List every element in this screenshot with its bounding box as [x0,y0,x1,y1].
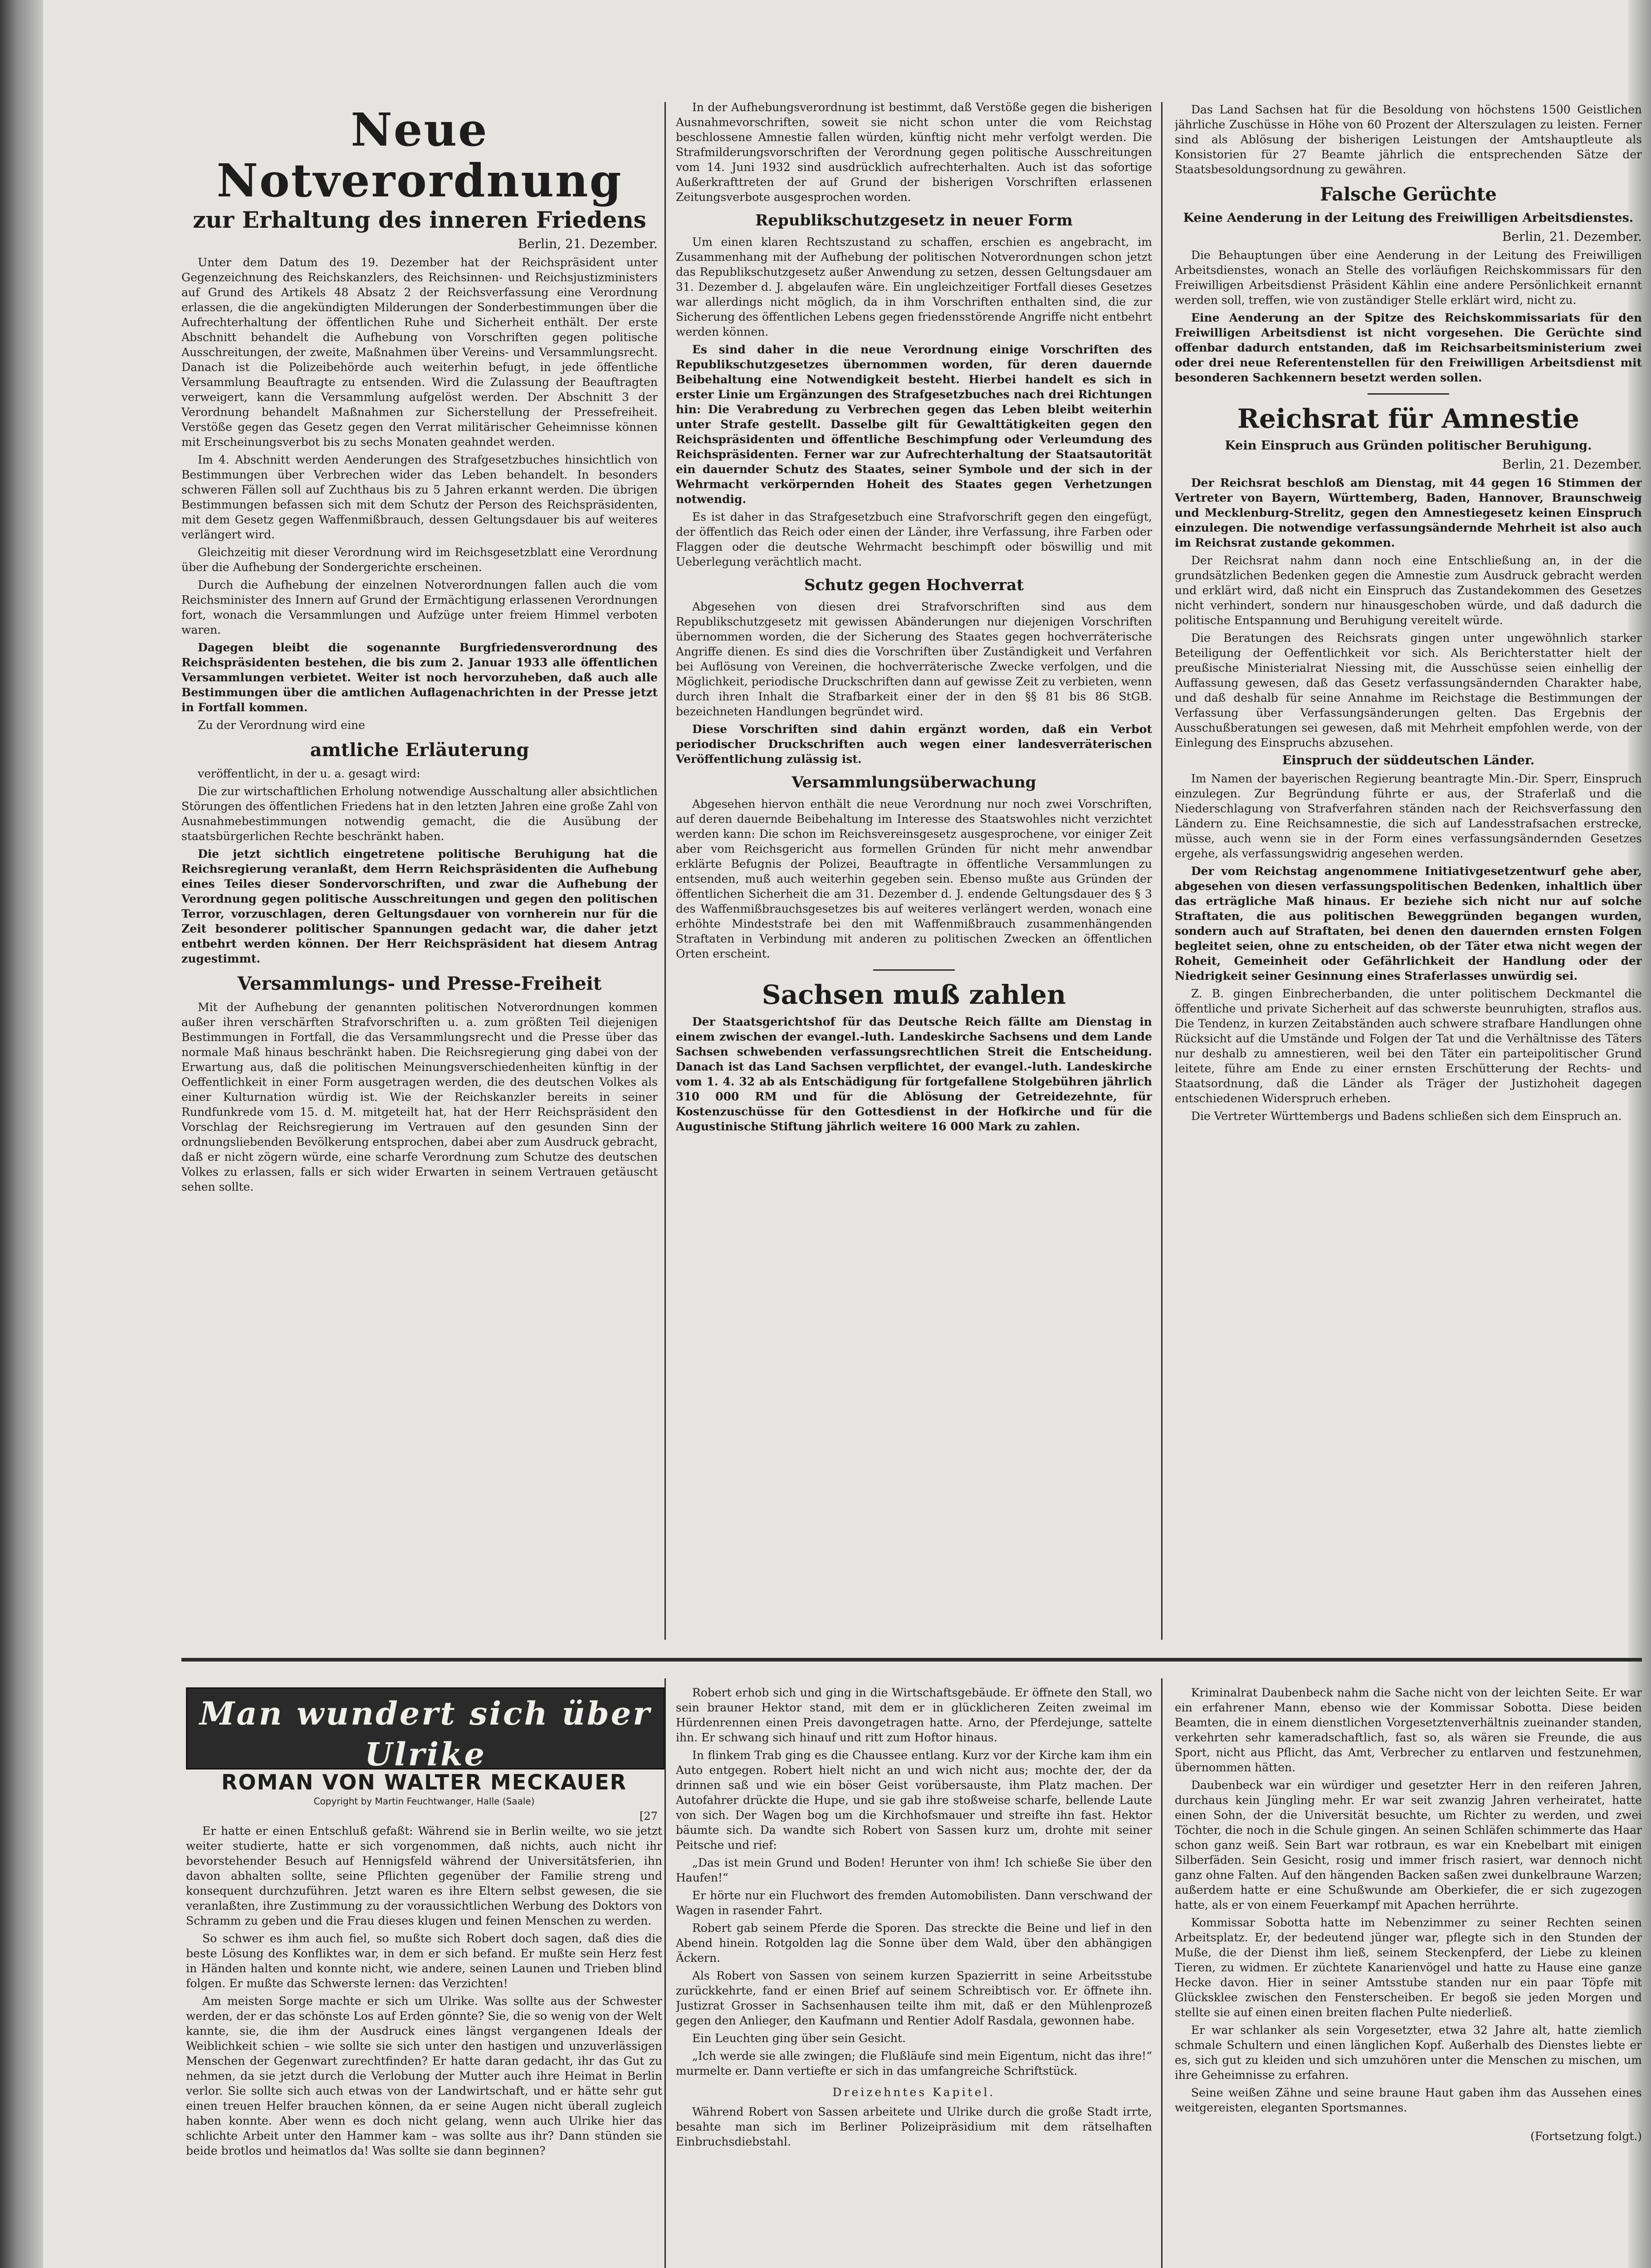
paragraph: In flinkem Trab ging es die Chaussee entlang. Kurz vor der Kirche kam ihm ein Auto entgegen. Robert hielt nicht an und wich nicht aus; mochte der, der da drinnen saß und wie ein böser Geist vorübersauste, ihm Platz machen. Der Autofahrer drückte die Hupe, und sie gab ihre stoßweise scharfe, bellende Laute von sich. Der Wagen bog um die Kirchhofsmauer und streifte ihn fast. Hektor bäumte sich. Da wandte sich Robert von Sassen kurz um, drohte mit seiner Peitsche und rief: [676,1749,1152,1852]
column-divider [1161,102,1163,1640]
paragraph: Zu der Verordnung wird eine [198,719,365,732]
paragraph: Robert gab seinem Pferde die Sporen. Das streckte die Beine und lief in den Abend hinein. Rotgolden lag die Sonne über dem Wald, über den abhängigen Äckern. [676,1921,1152,1965]
serial-column-2 [676,1685,1152,2268]
dateline: Berlin, 21. Dezember. [1502,457,1642,472]
paragraph: Die Beratungen des Reichsrats gingen unter ungewöhnlich starker Beteiligung der Oeffentlichkeit vor sich. Als Berichterstatter hielt der preußische Ministerialrat Niessing mit, die Ausschüsse seien einhellig der Auffassung gewesen, daß das Gesetz verfassungsändernden Charakter habe, und daß deshalb für seine Annahme im Reichstage die Bestimmungen der Verfassung über Verfassungsänderungen gelten. Das Ergebnis der Ausschußberatungen sei gewesen, daß mit Mehrheit empfohlen werde, von der Einlegung des Einspruchs abzusehen. [1175,631,1642,749]
paragraph: Als Robert von Sassen von seinem kurzen Spazierritt in seine Arbeitsstube zurückkehrte, fand er einen Brief auf seinem Schreibtisch vor. Er öffnete ihn. Justizrat Grosser in Sachsenhausen teilte ihm mit, daß er den Mühlenprozeß gegen den Anlieger, den Kaufmann und Rentier Adolf Rasdala, gewonnen habe. [676,1969,1152,2027]
paragraph: Er hörte nur ein Fluchwort des fremden Automobilisten. Dann verschwand der Wagen in rasender Fahrt. [676,1889,1152,1917]
paragraph: Es ist daher in das Strafgesetzbuch eine Strafvorschrift gegen den eingefügt, der öffentlich das Reich oder einen der Länder, ihre Verfassung, ihre Farben oder Flaggen oder die deutsche Wehrmacht beschimpft oder böswillig und mit Ueberlegung verächtlich macht. [676,510,1152,568]
main-article-column-3 [1175,102,1642,1658]
section-heading: Versammlungsüberwachung [791,773,1036,792]
paragraph: Die Vertreter Württembergs und Badens schließen sich dem Einspruch an. [1191,1110,1622,1123]
paragraph: Der vom Reichstag angenommene Initiativgesetzentwurf gehe aber, abgesehen von diesen verfassungspolitischen Bedenken, inhaltlich über das erträgliche Maß hinaus. Er beziehe sich nicht nur auf solche Straftaten, die aus politischen Beweggründen begangen wurden, sondern auch auf Straftaten, bei denen den dauernden ernsten Folgen begleitet seien, ohne zu entscheiden, ob der Täter etwa nicht wegen der Roheit, Gemeinheit oder Gefährlichkeit der Handlung oder der Niedrigkeit seiner Gesinnung eines Straferlasses unwürdig sei. [1175,865,1642,982]
serial-installment-number: [27 [640,1810,658,1823]
section-heading: amtliche Erläuterung [310,739,529,761]
paragraph: Die jetzt sichtlich eingetretene politische Beruhigung hat die Reichsregierung veranlaßt, dem Herrn Reichspräsidenten die Aufhebung eines Teiles dieser Sondervorschriften, und zwar die Aufhebung der Verordnung gegen politische Ausschreitungen und gegen den politischen Terror, vorzuschlagen, deren Geltungsdauer von vornherein nur für die Zeit besonderer politischer Spannungen gedacht war, die daher jetzt entbehrt werden können. Der Herr Reichspräsident hat diesem Antrag zugestimmt. [181,847,658,965]
paragraph: „Ich werde sie alle zwingen; die Flußläufe sind mein Eigentum, nicht das ihre!“ murmelte er. Dann vertiefte er sich in das umfangreiche Schriftstück. [676,2049,1152,2077]
paragraph: Abgesehen von diesen drei Strafvorschriften sind aus dem Republikschutzgesetz mit gewissen Abänderungen nur diejenigen Vorschriften übernommen worden, die der Sicherung des Staates gegen hochverräterische Angriffe dienen. Es sind dies die Vorschriften über Zuständigkeit und Verfahren bei Auflösung von Vereinen, die hochverräterische Zwecke verfolgen, und die Möglichkeit, periodische Druckschriften dann auf gewisse Zeit zu verbieten, wenn durch ihren Inhalt die Strafbarkeit einer der in den §§ 81 bis 86 StGB. bezeichneten Handlungen begründet wird. [676,600,1152,718]
main-article-column-1 [181,104,658,1637]
paragraph: Er war schlanker als sein Vorgesetzter, etwa 32 Jahre alt, hatte ziemlich schmale Schultern und einen länglichen Kopf. Außerhalb des Dienstes liebte er es, sich gut zu kleiden und sich umzuhören unter die Menschen zu mischen, um ihre Geheimnisse zu erfahren. [1175,2024,1642,2082]
paragraph: Es sind daher in die neue Verordnung einige Vorschriften des Republikschutzgesetzes übernommen worden, für deren dauernde Beibehaltung eine Notwendigkeit besteht. Hierbei handelt es sich in erster Linie um Ergänzungen des Strafgesetzbuches nach drei Richtungen hin: Die Verabredung zu Verbrechen gegen das Leben bleibt weiterhin unter Strafe gestellt. Dasselbe gilt für Gewalttätigkeiten gegen den Reichspräsidenten und öffentliche Beschimpfung oder Verleumdung des Reichspräsidenten. Ferner war zur Aufrechterhaltung der Staatsautorität ein dauernder Schutz des Staates, seiner Symbole und der sich in der Wehrmacht verkörpernden Hoheit des Staates gegen Verhetzungen notwendig. [676,343,1152,506]
short-divider [1368,393,1449,395]
paragraph: Das Land Sachsen hat für die Besoldung von höchstens 1500 Geistlichen jährliche Zuschüsse in Höhe von 60 Prozent der Alterszulagen zu leisten. Ferner sind als Ablösung der bisherigen Leistungen der Amtshauptleute als Konsistorien für 27 Beamte jährlich die entsprechenden Sätze der Staatsbesoldungsordnung zu gewähren. [1175,103,1642,176]
section-heading: Reichsrat für Amnestie [1237,403,1580,434]
paragraph: In der Aufhebungsverordnung ist bestimmt, daß Verstöße gegen die bisherigen Ausnahmevorschriften, soweit sie nicht schon unter die vom Reichstag beschlossene Amnestie fallen würden, künftig nicht mehr verfolgt werden. Die Strafmilderungsvorschriften der Verordnung gegen politische Ausschreitungen vom 14. Juni 1932 sind ausdrücklich aufrechterhalten. Auch ist das sofortige Außerkrafttreten der auf Grund der bisherigen Vorschriften erlassenen Zeitungsverbote ausgesprochen worden. [676,101,1152,204]
serial-author-line: ROMAN VON WALTER MECKAUER [221,1770,627,1794]
paragraph: Unter dem Datum des 19. Dezember hat der Reichspräsident unter Gegenzeichnung des Reichskanzlers, des Reichsinnen- und Reichsjustizministers auf Grund des Artikels 48 Absatz 2 der Reichsverfassung eine Verordnung erlassen, die die angekündigten Milderungen der Sonderbestimmungen über die Aufrechterhaltung der öffentlichen Ruhe und Sicherheit enthält. Der erste Abschnitt behandelt die Aufhebung von Vorschriften gegen politische Ausschreitungen, der zweite, Maßnahmen über Vereins- und Versammlungsrecht. Danach ist die Polizeibehörde auch weiterhin befugt, in jede öffentliche Versammlung Beauftragte zu entsenden. Wird die Zulassung der Beauftragten verweigert, kann die Versammlung aufgelöst werden. Der Abschnitt 3 der Verordnung behandelt Maßnahmen zur Sicherstellung der Pressefreiheit. Verstöße gegen das Gesetz gegen den Verrat militärischer Geheimnisse können mit Erscheinungsverbot bis zu sechs Monaten geahndet werden. [181,256,658,449]
paragraph: veröffentlicht, in der u. a. gesagt wird: [198,767,420,780]
paragraph: Die Behauptungen über eine Aenderung in der Leitung des Freiwilligen Arbeitsdienstes, wonach an Stelle des vorläufigen Reichskommissars für den Freiwilligen Arbeitsdienst Präsident Kählin eine andere Persönlichkeit ernannt werden soll, treffen, wie von zuständiger Stelle erklärt wird, nicht zu. [1175,249,1642,307]
paragraph: Seine weißen Zähne und seine braune Haut gaben ihm das Aussehen eines weitgereisten, eleganten Sportsmannes. [1175,2086,1642,2114]
serial-column-3 [1175,1685,1642,2268]
paragraph: Um einen klaren Rechtszustand zu schaffen, erschien es angebracht, im Zusammenhang mit der Aufhebung der politischen Notverordnungen schon jetzt das Republikschutzgesetz außer Anwendung zu setzen, dessen Geltungsdauer am 31. Dezember d. J. abgelaufen wäre. Ein ungleichzeitiger Fortfall dieses Gesetzes war allerdings nicht möglich, da in ihm Vorschriften enthalten sind, die zur Sicherung des öffentlichen Lebens gegen friedensstörende Angriffe nicht entbehrt werden können. [676,235,1152,338]
column-divider [664,1678,666,2268]
paragraph: Die zur wirtschaftlichen Erholung notwendige Ausschaltung aller absichtlichen Störungen des öffentlichen Friedens hat in den letzten Jahren eine große Zahl von Ausnahmebestimmungen notwendig gemacht, die die Ausübung der staatsbürgerlichen Rechte beschränkt haben. [181,785,658,843]
paragraph: Der Staatsgerichtshof für das Deutsche Reich fällte am Dienstag in einem zwischen der evangel.-luth. Landeskirche Sachsens und dem Lande Sachsen schwebenden verfassungsrechtlichen Streit die Entscheidung. Danach ist das Land Sachsen verpflichtet, der evangel.-luth. Landeskirche vom 1. 4. 32 ab als Entschädigung für fortgefallene Stolgebühren jährlich 310 000 RM und für die Ablösung der Getreidezehnte, für Kostenzuschüsse für den Gottesdienst in der Hofkirche und für die Augustinische Stiftung jährlich weitere 16 000 Mark zu zahlen. [676,1015,1152,1133]
section-heading: Schutz gegen Hochverrat [804,576,1024,594]
paragraph: Der Reichsrat beschloß am Dienstag, mit 44 gegen 16 Stimmen der Vertreter von Bayern, Württemberg, Baden, Hannover, Braunschweig und Mecklenburg-Strelitz, gegen den Amnestiegesetz keinen Einspruch einzulegen. Die notwendige verfassungsändernde Mehrheit ist also auch im Reichsrat zustande gekommen. [1175,476,1642,549]
paragraph: Z. B. gingen Einbrecherbanden, die unter politischem Deckmantel die öffentliche und private Sicherheit auf das schwerste beunruhigten, straflos aus. Die Tendenz, in kurzen Zeitabständen auch schwere strafbare Handlungen ohne Rücksicht auf die Umstände und Folgen der Tat und die Verhältnisse des Täters nur deshalb zu amnestieren, weil bei den Täter ein parteipolitischer Grund leitete, führe am Ende zu einer ernsten Erschütterung der Rechts- und Staatsordnung, daß die Länder als Träger der Justizhoheit dagegen entschiedenen Widerspruch erheben. [1175,987,1642,1105]
serial-column-1 [186,1823,662,2268]
paragraph: Er hatte er einen Entschluß gefaßt: Während sie in Berlin weilte, wo sie jetzt weiter studierte, hatte er sich vorgenommen, daß nichts, auch nicht ihr bevorstehender Besuch auf Hennigsfeld während der Universitätsferien, ihn davon abhalten sollte, seine Pflichten gegenüber der Familie streng und konsequent durchzuführen. Jetzt waren es ihre Eltern selbst gewesen, die sie veranlaßten, ihre Zustimmung zu der voraussichtlichen Werbung des Doktors von Schramm zu geben und die Frau dieses klugen und feinen Menschen zu werden. [186,1824,662,1927]
page-binding-edge [0,0,43,2268]
section-subheading: Kein Einspruch aus Gründen politischer Beruhigung. [1225,439,1592,453]
column-divider [664,102,666,1640]
column-divider [1161,1678,1163,2268]
main-headline: Neue Notverordnung [216,104,623,207]
section-heading: Republikschutzgesetz in neuer Form [755,211,1073,230]
paragraph: Abgesehen hiervon enthält die neue Verordnung nur noch zwei Vorschriften, auf deren dauernde Beibehaltung im Interesse des Staatswohles nicht verzichtet werden kann: Die schon im Reichsvereinsgesetz ausgesprochene, vor einiger Zeit aber vom Reichsgericht aus formellen Gründen für nicht mehr anwendbar erklärte Befugnis der Polizei, Beauftragte in öffentliche Versammlungen zu entsenden, muß auch weiterhin gegeben sein. Ebenso mußte aus Gründen der öffentlichen Sicherheit die am 31. Dezember d. J. endende Geltungsdauer des § 3 des Waffenmißbrauchsgesetzes bis auf weiteres verlängert werden, wonach eine erhöhte Mindeststrafe bei den mit Waffenmißbrauch zusammenhängenden Straftaten in Verbindung mit anderen zu politischen Zwecken an öffentlichen Orten erscheint. [676,797,1152,960]
main-article-column-2 [676,100,1152,1651]
paragraph: So schwer es ihm auch fiel, so mußte sich Robert doch sagen, daß dies die beste Lösung des Konfliktes war, in dem er sich befand. Er mußte sein Herz fest in Händen halten und konnte nicht, wie andere, seinen Launen und Trieben blind folgen. Er mußte das Schwerste lernen: das Verzichten! [186,1932,662,1990]
continuation-note: (Fortsetzung folgt.) [1530,2130,1642,2143]
section-subheading: Keine Aenderung in der Leitung des Freiwilligen Arbeitsdienstes. [1183,211,1634,225]
paragraph: Kriminalrat Daubenbeck nahm die Sache nicht von der leichten Seite. Er war ein erfahrener Mann, ebenso wie der Kommissar Sobotta. Diese beiden Beamten, die in einem dienstlichen Vorgesetztenverhältnis zueinander standen, verkehrten sehr kameradschaftlich, fast so, als wären sie Freunde, die aus Sport, nicht aus Pflicht, das Amt, Verbrecher zu entlarven und festzunehmen, übernommen hätten. [1175,1686,1642,1774]
short-divider [873,969,955,971]
main-dateline: Berlin, 21. Dezember. [518,236,658,251]
section-subheading: Einspruch der süddeutschen Länder. [1282,753,1535,767]
paragraph: Daubenbeck war ein würdiger und gesetzter Herr in den reiferen Jahren, durchaus kein Jüngling mehr. Er war seit zwanzig Jahren verheiratet, hatte einen Sohn, der die Universität besuchte, um Richter zu werden, und zwei Töchter, die noch in die Schule gingen. An seinen Schläfen schimmerte das Haar schon ganz weiß. Sein Bart war rotbraun, es war ein Knebelbart mit einigen Silberfäden. Sein Gesicht, rosig und immer frisch rasiert, war dennoch nicht ganz ohne Falten. Auf den hängenden Backen saßen zwei dunkelbraune Warzen; außerdem hatte er eine Schußwunde am Oberkiefer, die er sich zugezogen hatte, als er von einem Feuerkampf mit Apachen herrührte. [1175,1779,1642,1911]
chapter-heading: Dreizehntes Kapitel. [832,2086,996,2099]
paragraph: Mit der Aufhebung der genannten politischen Notverordnungen kommen außer ihren verschärften Strafvorschriften u. a. zum größten Teil diejenigen Bestimmungen in Fortfall, die das Versammlungsrecht und die Presse über das normale Maß hinaus beschränkt haben. Die Reichsregierung ging dabei von der Erwartung aus, daß die politischen Meinungsverschiedenheiten künftig in der Oeffentlichkeit in einer Form ausgetragen werden, die des deutschen Volkes als einer Kulturnation würdig ist. Wie der Reichskanzler bereits in seiner Rundfunkrede vom 15. d. M. mitgeteilt hat, hat der Herr Reichspräsident den Vorschlag der Reichsregierung im Vertrauen auf den gesunden Sinn der ordnungsliebenden Bevölkerung entsprochen, dabei aber zum Ausdruck gebracht, daß er nicht zögern würde, eine scharfe Verordnung zum Schutze des deutschen Volkes zu erlassen, falls er sich wider Erwarten in seinem Vertrauen getäuscht sehen sollte. [181,1001,658,1193]
paragraph: Während Robert von Sassen arbeitete und Ulrike durch die große Stadt irrte, besahte man sich im Berliner Polizeipräsidium mit dem rätselhaften Einbruchsdiebstahl. [676,2105,1152,2148]
paragraph: Im 4. Abschnitt werden Aenderungen des Strafgesetzbuches hinsichtlich von Bestimmungen über Verbrechen wider das Leben behandelt. In besonders schweren Fällen soll auf Zuchthaus bis zu 5 Jahren erkannt werden. Die übrigen Bestimmungen befassen sich mit dem Schutz der Person des Reichspräsidenten, mit dem Gesetz gegen Waffenmißbrauch, dessen Geltungsdauer bis auf weiteres verlängert wird. [181,453,658,541]
paragraph: „Das ist mein Grund und Boden! Herunter von ihm! Ich schieße Sie über den Haufen!“ [676,1856,1152,1884]
section-heading: Sachsen muß zahlen [762,979,1066,1010]
paragraph: Eine Aenderung an der Spitze des Reichskommissariats für den Freiwilligen Arbeitsdienst ist nicht vorgesehen. Die Gerüchte sind offenbar dadurch entstanden, daß im Reichsarbeitsministerium zwei oder drei neue Referentenstellen für den Freiwilligen Arbeitsdienst mit besonderen Sachkennern besetzt werden sollen. [1175,311,1642,384]
serial-copyright: Copyright by Martin Feuchtwanger, Halle (Saale) [313,1796,535,1807]
dateline: Berlin, 21. Dezember. [1502,229,1642,244]
serial-logo-title: Man wundert sich über Ulrike [199,1695,652,1773]
paragraph: Robert erhob sich und ging in die Wirtschaftsgebäude. Er öffnete den Stall, wo sein brauner Hektor stand, mit dem er in glücklicheren Zeiten zweimal im Hürdenrennen einen Preis davongetragen hatte. Arno, der Pferdejunge, sattelte ihn. Er schwang sich hinauf und ritt zum Hoftor hinaus. [676,1686,1152,1744]
paragraph: Kommissar Sobotta hatte im Nebenzimmer zu seiner Rechten seinen Arbeitsplatz. Er, der bedeutend jünger war, pflegte sich in den Stunden der Muße, die der Dienst ihm ließ, seinem Steckenpferd, der Liebe zu kleinen Tieren, zu widmen. Er züchtete Kanarienvögel und hatte zu Hause eine ganze Hecke davon. Hier in seiner Amtsstube standen nur ein paar Töpfe mit Glücksklee zwischen den Fensterscheiben. Er begoß sie jeden Morgen und stellte sie auf einen einen breiten flachen Pulte niederließ. [1175,1916,1642,2019]
section-heading: Falsche Gerüchte [1320,184,1497,205]
main-subheadline: zur Erhaltung des inneren Friedens [193,206,646,233]
paragraph: Diese Vorschriften sind dahin ergänzt worden, daß ein Verbot periodischer Druckschriften auch wegen einer landesverräterischen Veröffentlichung zulässig ist. [676,723,1152,766]
serial-novel-logo [186,1687,665,1773]
paragraph: Am meisten Sorge machte er sich um Ulrike. Was sollte aus der Schwester werden, der er das schönste Los auf Erden gönnte? Sie, die so wenig von der Welt kannte, sie, die ihm der Ausdruck eines längst vergangenen Ideals der Weiblichkeit schien – wie sollte sie sich unter den hastigen und unzuverlässigen Menschen der Gegenwart zurechtfinden? Er hatte daran gedacht, ihr das Gut zu nehmen, da sie jetzt durch die Verlobung der Mutter auch ihre Heimat in Berlin verlor. Sie sollte sich auch etwas von der Landwirtschaft, und er hätte sehr gut einen treuen Helfer brauchen können, da er seine Augen nicht überall zugleich haben konnte. Aber wenn es doch nicht gelang, wenn auch Ulrike hier das schlichte Arbeit unter den Hammer kam – was sollte aus ihr? Dann stünden sie beide brotlos und heimatlos da! Was sollte sie dann beginnen? [186,1994,662,2157]
paragraph: Im Namen der bayerischen Regierung beantragte Min.-Dir. Sperr, Einspruch einzulegen. Zur Begründung führte er aus, der Straferlaß und die Niederschlagung von Strafverfahren ständen nach der Reichsverfassung den Ländern zu. Eine Reichsamnestie, die sich auf Landesstrafsachen erstrecke, müsse, auch wenn sie in der Form eines verfassungsändernden Gesetzes ergehe, als verfassungswidrig angesehen werden. [1175,772,1642,860]
paragraph: Dagegen bleibt die sogenannte Burgfriedensverordnung des Reichspräsidenten bestehen, die bis zum 2. Januar 1933 alle öffentlichen Versammlungen verbietet. Weiter ist noch hervorzuheben, daß auch alle Bestimmungen über die amtlichen Auflagenachrichten in der Presse jetzt in Fortfall kommen. [181,641,658,714]
section-divider [181,1658,1642,1662]
paragraph: Ein Leuchten ging über sein Gesicht. [692,2032,906,2045]
paragraph: Der Reichsrat nahm dann noch eine Entschließung an, in der die grundsätzlichen Bedenken gegen die Amnestie zum Ausdruck gebracht werden und erklärt wird, daß nicht ein Einspruch das Zustandekommen des Gesetzes nicht verhindert, sondern nur hinausgeschoben würde, und daß dadurch die politische Entspannung und Beruhigung vereitelt würde. [1175,554,1642,627]
section-heading: Versammlungs- und Presse-Freiheit [237,973,602,994]
paragraph: Durch die Aufhebung der einzelnen Notverordnungen fallen auch die vom Reichsminister des Innern auf Grund der Ermächtigung erlassenen Verordnungen fort, wonach die Versammlungen und Aufzüge unter freiem Himmel verboten waren. [181,578,658,636]
paragraph: Gleichzeitig mit dieser Verordnung wird im Reichsgesetzblatt eine Verordnung über die Aufhebung der Sondergerichte erscheinen. [181,546,658,574]
